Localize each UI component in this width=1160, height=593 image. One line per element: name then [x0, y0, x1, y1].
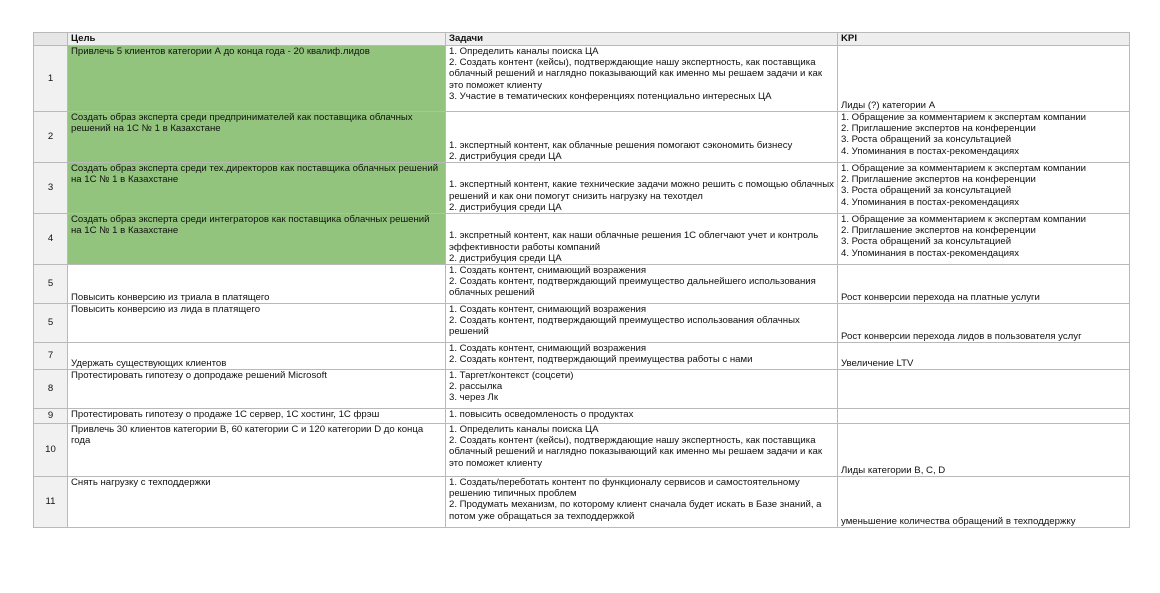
- column-header-kpi[interactable]: KPI: [838, 33, 1130, 46]
- table-row: [34, 46, 1130, 112]
- goal-cell[interactable]: Повысить конверсию из лида в платящего: [68, 304, 446, 343]
- row-number[interactable]: 5: [34, 304, 68, 343]
- tasks-cell[interactable]: 1. повысить осведомленость о продуктах: [446, 409, 838, 424]
- corner-cell[interactable]: [34, 33, 68, 46]
- goal-cell[interactable]: Привлечь 5 клиентов категории А до конца года - 20 квалиф.лидов: [68, 46, 446, 112]
- row-number[interactable]: 7: [34, 343, 68, 370]
- goal-cell[interactable]: Снять нагрузку с техподдержки: [68, 477, 446, 528]
- row-number[interactable]: 1: [34, 46, 68, 112]
- tasks-cell[interactable]: 1. Создать контент, снимающий возражения 2. Создать контент, подтверждающий преимущество использования облачных решений: [446, 304, 838, 343]
- goal-cell[interactable]: Повысить конверсию из триала в платящего: [68, 265, 446, 304]
- table-row: [34, 424, 1130, 477]
- tasks-cell[interactable]: 1. Определить каналы поиска ЦА 2. Создать контент (кейсы), подтверждающие нашу экспертность, как поставщика облачный решений и наглядно показывающий как именно мы решаем задачи и как это поможет клиенту: [446, 424, 838, 477]
- spreadsheet-table: [33, 32, 1130, 528]
- row-number[interactable]: 8: [34, 370, 68, 409]
- row-number[interactable]: 9: [34, 409, 68, 424]
- row-number[interactable]: 10: [34, 424, 68, 477]
- kpi-cell[interactable]: 1. Обращение за комментарием к экспертам компании 2. Приглашение экспертов на конференции 3. Роста обращений за консультацией 4. Упоминания в постах-рекомендациях: [838, 112, 1130, 163]
- goal-cell[interactable]: Создать образ эксперта среди интеграторов как поставщика облачных решений на 1С № 1 в Казахстане: [68, 214, 446, 265]
- column-header-goal[interactable]: Цель: [68, 33, 446, 46]
- tasks-cell[interactable]: 1. Создать контент, снимающий возражения 2. Создать контент, подтверждающий преимущества работы с нами: [446, 343, 838, 370]
- kpi-cell[interactable]: Лиды категории B, C, D: [838, 424, 1130, 477]
- tasks-cell[interactable]: 1. Таргет/контекст (соцсети) 2. рассылка 3. через Лк: [446, 370, 838, 409]
- kpi-cell[interactable]: 1. Обращение за комментарием к экспертам компании 2. Приглашение экспертов на конференции 3. Роста обращений за консультацией 4. Упоминания в постах-рекомендациях: [838, 163, 1130, 214]
- header-row: [34, 33, 1130, 46]
- tasks-cell[interactable]: 1. экспертный контент, как облачные решения помогают сэкономить бизнесу 2. дистрибуция среди ЦА: [446, 112, 838, 163]
- goal-cell[interactable]: Создать образ эксперта среди тех.директоров как поставщика облачных решений на 1С № 1 в Казахстане: [68, 163, 446, 214]
- table-row: [34, 477, 1130, 528]
- table-row: [34, 409, 1130, 424]
- table-row: [34, 304, 1130, 343]
- row-number[interactable]: 4: [34, 214, 68, 265]
- goal-cell[interactable]: Создать образ эксперта среди предпринимателей как поставщика облачных решений на 1С № 1 в Казахстане: [68, 112, 446, 163]
- goal-cell[interactable]: Удержать существующих клиентов: [68, 343, 446, 370]
- kpi-cell[interactable]: Рост конверсии перехода на платные услуги: [838, 265, 1130, 304]
- column-header-tasks[interactable]: Задачи: [446, 33, 838, 46]
- table-row: [34, 214, 1130, 265]
- row-number[interactable]: 5: [34, 265, 68, 304]
- row-number[interactable]: 2: [34, 112, 68, 163]
- table-row: [34, 163, 1130, 214]
- table-row: [34, 265, 1130, 304]
- kpi-cell[interactable]: Увеличение LTV: [838, 343, 1130, 370]
- tasks-cell[interactable]: 1. экспертный контент, какие технические задачи можно решить с помощью облачных решений и как они помогут снизить нагрузку на техотдел 2. дистрибуция среди ЦА: [446, 163, 838, 214]
- kpi-cell[interactable]: 1. Обращение за комментарием к экспертам компании 2. Приглашение экспертов на конференции 3. Роста обращений за консультацией 4. Упоминания в постах-рекомендациях: [838, 214, 1130, 265]
- table-row: [34, 370, 1130, 409]
- tasks-cell[interactable]: 1. Создать/переботать контент по функционалу сервисов и самостоятельному решению типичных проблем 2. Продумать механизм, по которому клиент сначала будет искать в Базе знаний, а потом уже обращаться за техподдержкой: [446, 477, 838, 528]
- table-row: [34, 112, 1130, 163]
- goal-cell[interactable]: Протестировать гипотезу о продаже 1С сервер, 1С хостинг, 1С фрэш: [68, 409, 446, 424]
- tasks-cell[interactable]: 1. экспретный контент, как наши облачные решения 1С облегчают учет и контроль эффективности работы компаний 2. дистрибуция среди ЦА: [446, 214, 838, 265]
- kpi-cell[interactable]: [838, 370, 1130, 409]
- goal-cell[interactable]: Протестировать гипотезу о допродаже решений Microsoft: [68, 370, 446, 409]
- tasks-cell[interactable]: 1. Создать контент, снимающий возражения 2. Создать контент, подтверждающий преимущество дальнейшего использования облачных решений: [446, 265, 838, 304]
- kpi-cell[interactable]: Лиды (?) категории А: [838, 46, 1130, 112]
- kpi-cell[interactable]: Рост конверсии перехода лидов в пользователя услуг: [838, 304, 1130, 343]
- row-number[interactable]: 3: [34, 163, 68, 214]
- row-number[interactable]: 11: [34, 477, 68, 528]
- goal-cell[interactable]: Привлечь 30 клиентов категории B, 60 категории С и 120 категории D до конца года: [68, 424, 446, 477]
- kpi-cell[interactable]: уменьшение количества обращений в техподдержку: [838, 477, 1130, 528]
- tasks-cell[interactable]: 1. Определить каналы поиска ЦА 2. Создать контент (кейсы), подтверждающие нашу экспертность, как поставщика облачный решений и наглядно показывающий как именно мы решаем задачи и как это поможет клиенту 3. Участие в тематических конференциях потенциально интересных ЦА: [446, 46, 838, 112]
- kpi-cell[interactable]: [838, 409, 1130, 424]
- table-row: [34, 343, 1130, 370]
